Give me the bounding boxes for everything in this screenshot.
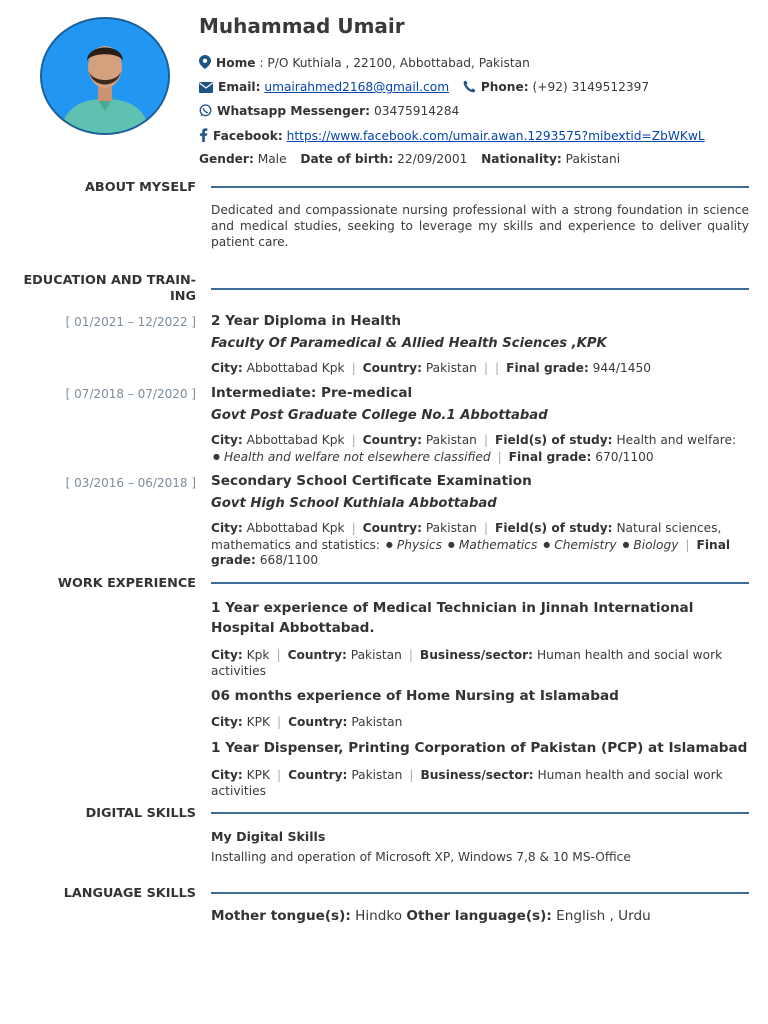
email-label: Email: [218, 80, 261, 94]
city-value: KPK [246, 768, 270, 782]
digital-skills-text: Installing and operation of Microsoft XP, Windows 7,8 & 10 MS-Office [211, 850, 631, 864]
dob-label: Date of birth: [300, 152, 394, 166]
field-item: Physics [396, 537, 442, 552]
field-item: Biology [633, 537, 679, 552]
city-label: City: [211, 715, 243, 729]
facebook-line [199, 128, 705, 145]
phone-label: Phone: [480, 80, 529, 94]
education-details [211, 433, 751, 465]
field-value: Health and welfare: [616, 433, 737, 447]
dob-value: 22/09/2001 [397, 152, 468, 166]
location-pin-icon [199, 55, 211, 72]
country-value: Pakistan [351, 715, 403, 729]
whatsapp-icon [199, 104, 212, 120]
country-label: Country: [288, 715, 348, 729]
separator: | [351, 433, 356, 447]
contact-line [199, 80, 649, 96]
education-title-line2: ING [170, 289, 196, 304]
field-value: Natural sciences, mathematics and statistics: [211, 521, 722, 552]
work-section-title: WORK EXPERIENCE [57, 576, 196, 591]
facebook-icon [199, 128, 208, 145]
education-divider [211, 288, 749, 290]
country-value: Pakistan [425, 521, 477, 535]
about-section-title: ABOUT MYSELF [85, 180, 196, 195]
grade-value: 668/1100 [259, 553, 319, 568]
city-value: Kpk [246, 648, 270, 662]
education-date: [ 07/2018 – 07/2020 ] [65, 387, 196, 401]
separator: | [495, 361, 500, 375]
mother-tongue-label: Mother tongue(s): [211, 908, 351, 924]
other-language-value: English , Urdu [556, 908, 651, 924]
field-item: Mathematics [458, 537, 538, 552]
other-language-label: Other language(s): [406, 908, 552, 924]
separator: | [483, 433, 489, 447]
city-label: City: [211, 648, 243, 662]
education-date: [ 01/2021 – 12/2022 ] [65, 315, 196, 329]
sector-label: Business/sector: [420, 768, 534, 782]
city-label: City: [211, 433, 243, 447]
country-value: Pakistan [425, 433, 477, 447]
candidate-name: Muhammad Umair [199, 14, 405, 38]
country-value: Pakistan [351, 768, 403, 782]
grade-value: 944/1450 [592, 361, 652, 375]
city-value: KPK [246, 715, 270, 729]
country-label: Country: [288, 768, 348, 782]
field-item: Health and welfare not elsewhere classified [223, 449, 491, 464]
home-label: Home [216, 56, 256, 70]
personal-info-line [199, 152, 620, 166]
work-divider [211, 582, 749, 584]
city-value: Abbottabad Kpk [246, 361, 345, 375]
whatsapp-label: Whatsapp Messenger: [217, 104, 371, 118]
education-title: 2 Year Diploma in Health [211, 313, 402, 329]
home-value: : P/O Kuthiala , 22100, Abbottabad, Pakistan [255, 56, 530, 70]
country-label: Country: [362, 521, 422, 535]
bullet-icon: ● [543, 539, 551, 549]
sector-value: Human health and social work activities [211, 768, 723, 798]
digital-divider [211, 812, 749, 814]
separator: | [276, 648, 281, 662]
education-title-line1: EDUCATION AND TRAIN- [23, 273, 196, 288]
digital-skills-subtitle: My Digital Skills [211, 829, 326, 844]
country-label: Country: [362, 361, 422, 375]
field-label: Field(s) of study: [495, 433, 613, 447]
country-value: Pakistan [350, 648, 402, 662]
city-value: Abbottabad Kpk [246, 433, 345, 447]
education-details [211, 361, 751, 377]
separator: | [483, 521, 489, 535]
email-link[interactable]: umairahmed2168@gmail.com [264, 80, 450, 94]
education-section-title [11, 273, 196, 305]
sector-value: Human health and social work activities [211, 648, 723, 678]
sector-label: Business/sector: [419, 648, 534, 662]
work-details [211, 715, 751, 731]
grade-label: Final grade: [211, 537, 731, 568]
phone-icon [463, 80, 476, 96]
nationality-label: Nationality: [481, 152, 562, 166]
facebook-label: Facebook: [213, 129, 283, 143]
education-institution: Govt Post Graduate College No.1 Abbottabad [211, 408, 548, 423]
field-item: Chemistry [554, 537, 617, 552]
separator: | [685, 537, 690, 552]
city-label: City: [211, 521, 243, 535]
whatsapp-value: 03475914284 [373, 104, 460, 118]
grade-value: 670/1100 [595, 449, 654, 464]
city-value: Abbottabad Kpk [246, 521, 345, 535]
mother-tongue-value: Hindko [355, 908, 403, 924]
education-institution: Faculty Of Paramedical & Allied Health Sciences ,KPK [211, 336, 607, 351]
education-institution: Govt High School Kuthiala Abbottabad [211, 496, 497, 511]
education-title: Secondary School Certificate Examination [211, 473, 532, 489]
grade-label: Final grade: [508, 449, 592, 464]
nationality-value: Pakistani [565, 152, 621, 166]
facebook-link[interactable]: https://www.facebook.com/umair.awan.1293575?mibextid=ZbWKwL [286, 129, 705, 143]
country-value: Pakistan [425, 361, 477, 375]
separator: | [277, 768, 282, 782]
profile-photo [40, 17, 170, 135]
about-text: Dedicated and compassionate nursing professional with a strong foundation in science and medical studies, seeking to leverage my skills and experience to deliver quality patient care. [211, 203, 749, 249]
city-label: City: [211, 361, 243, 375]
separator: | [277, 715, 282, 729]
phone-value: (+92) 3149512397 [532, 80, 650, 94]
separator: | [497, 449, 502, 464]
education-details [211, 521, 751, 569]
separator: | [408, 648, 413, 662]
bullet-icon: ● [622, 539, 630, 549]
profile-photo-illustration [42, 19, 168, 133]
home-address-line [199, 55, 530, 72]
whatsapp-line [199, 104, 459, 120]
separator: | [483, 361, 489, 375]
city-label: City: [211, 768, 243, 782]
language-divider [211, 892, 749, 894]
country-label: Country: [362, 433, 422, 447]
education-date: [ 03/2016 – 06/2018 ] [65, 476, 196, 490]
bullet-icon: ● [385, 539, 393, 549]
work-details [211, 648, 751, 679]
separator: | [409, 768, 414, 782]
country-label: Country: [287, 648, 347, 662]
envelope-icon [199, 82, 213, 96]
grade-label: Final grade: [506, 361, 589, 375]
work-title: 1 Year experience of Medical Technician in Jinnah International Hospital Abbottabad. [211, 600, 694, 636]
work-details [211, 768, 751, 799]
field-label: Field(s) of study: [495, 521, 613, 535]
work-title: 06 months experience of Home Nursing at Islamabad [211, 688, 619, 704]
work-title: 1 Year Dispenser, Printing Corporation of Pakistan (PCP) at Islamabad [211, 740, 748, 756]
gender-label: Gender: [199, 152, 254, 166]
education-title: Intermediate: Pre-medical [211, 385, 413, 401]
separator: | [351, 361, 356, 375]
digital-section-title: DIGITAL SKILLS [85, 806, 196, 821]
separator: | [351, 521, 356, 535]
about-divider [211, 186, 749, 188]
bullet-icon: ● [213, 451, 220, 461]
language-line [211, 908, 651, 924]
gender-value: Male [257, 152, 287, 166]
language-section-title: LANGUAGE SKILLS [63, 886, 196, 901]
bullet-icon: ● [447, 539, 455, 549]
